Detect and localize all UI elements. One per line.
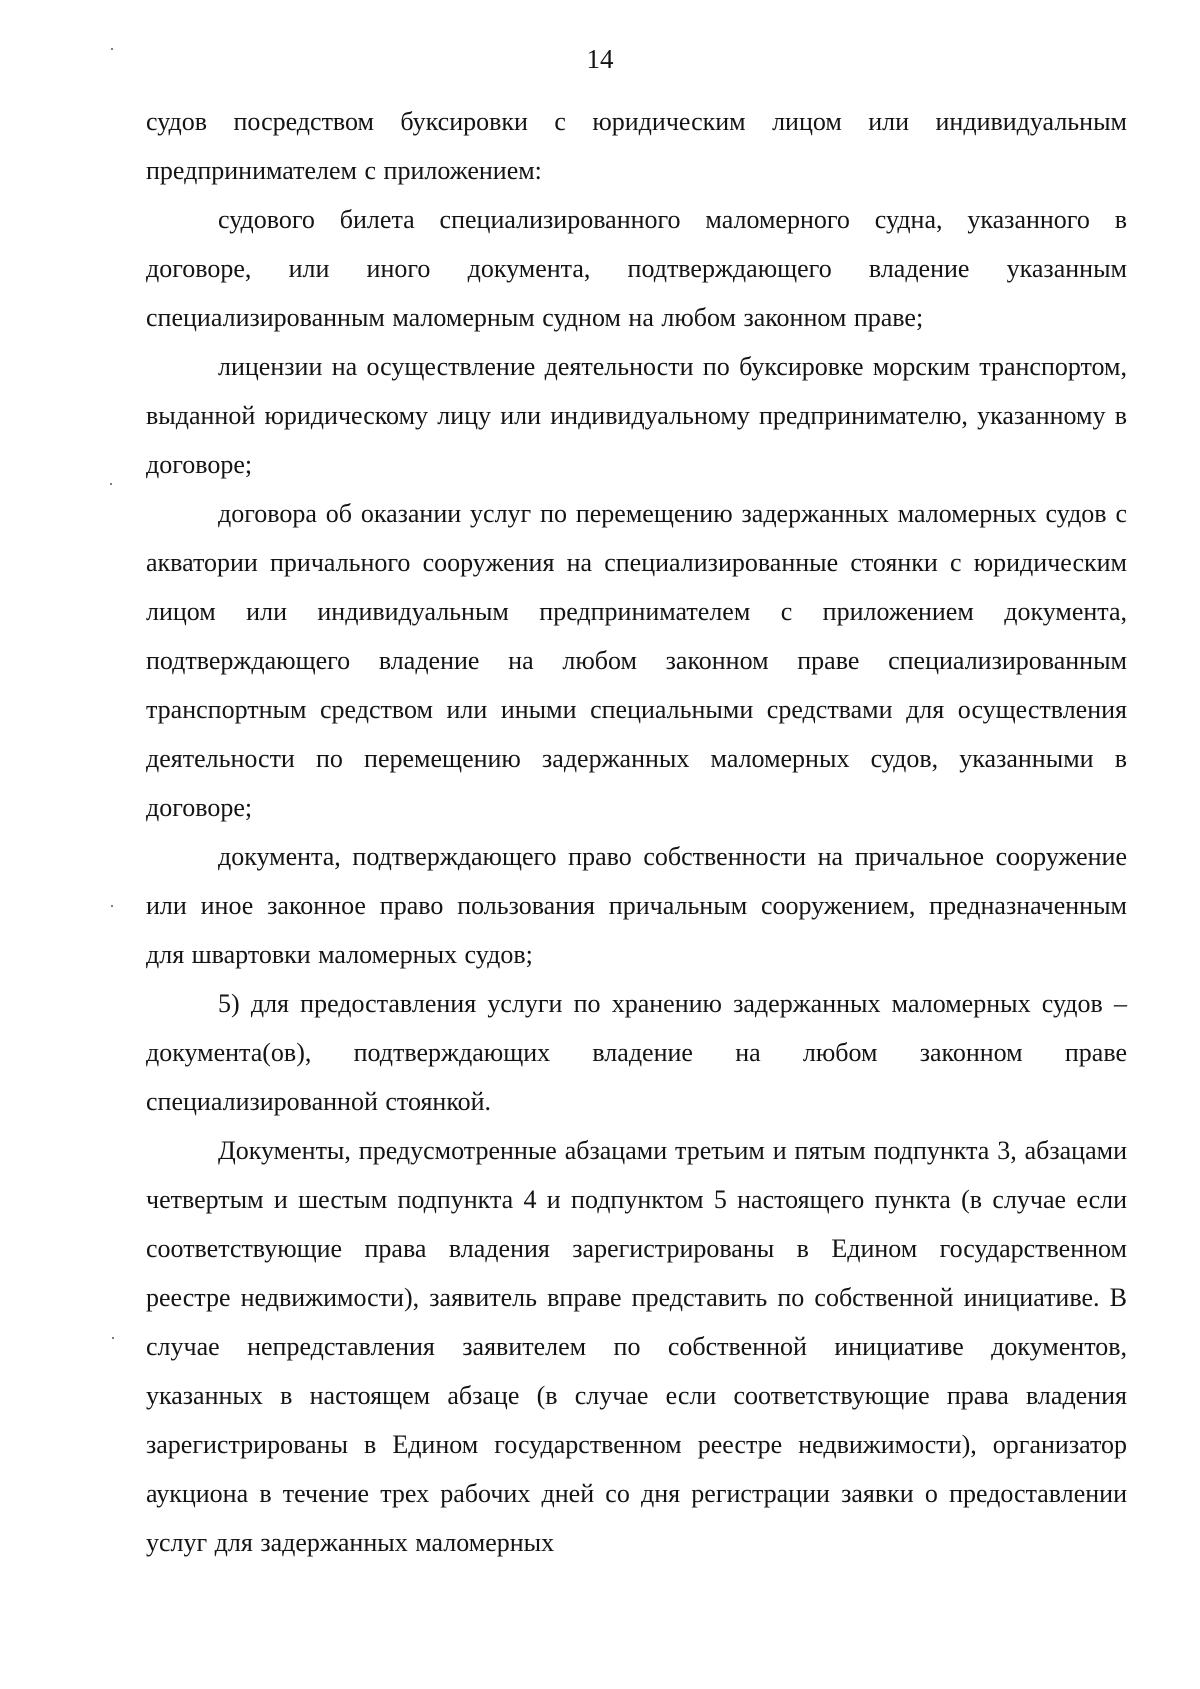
body-text <box>146 97 1127 1567</box>
scan-speck <box>112 1337 114 1339</box>
paragraph-mooring-document: документа, подтверждающего право собственности на причальное сооружение или иное законное право пользования причальным сооружением, предназначенным для швартовки маломерных судов; <box>146 842 1127 969</box>
scan-speck <box>111 905 113 907</box>
paragraph-continuation: судов посредством буксировки с юридическим лицом или индивидуальным предпринимателем с приложением: <box>146 107 1127 185</box>
paragraph-towing-license: лицензии на осуществление деятельности по буксировке морским транспортом, выданной юридическому лицу или индивидуальному предпринимателю, указанному в договоре; <box>146 352 1127 479</box>
scan-speck <box>111 48 113 50</box>
page-number: 14 <box>586 44 614 74</box>
paragraph-ship-ticket: судового билета специализированного маломерного судна, указанного в договоре, или иного документа, подтверждающего владение указанным специализированным маломерным судном на любом законном праве; <box>146 205 1127 332</box>
paragraph-documents-provision: Документы, предусмотренные абзацами третьим и пятым подпункта 3, абзацами четвертым и шестым подпункта 4 и подпунктом 5 настоящего пункта (в случае если соответствующие права владения зарегистрированы в Едином государственном реестре недвижимости), заявитель вправе представить по собственной инициативе. В случае непредставления заявителем по собственной инициативе документов, указанных в настоящем абзаце (в случае если соответствующие права владения зарегистрированы в Едином государственном реестре недвижимости), организатор аукциона в течение трех рабочих дней со дня регистрации заявки о предоставлении услуг для задержанных маломерных <box>146 1136 1127 1557</box>
paragraph-transfer-contract: договора об оказании услуг по перемещению задержанных маломерных судов с акватории причального сооружения на специализированные стоянки с юридическим лицом или индивидуальным предпринимателем с приложением документа, подтверждающего владение на любом законном праве специализированным транспортным средством или иными специальными средствами для осуществления деятельности по перемещению задержанных маломерных судов, указанными в договоре; <box>146 499 1127 822</box>
paragraph-storage-service: 5) для предоставления услуги по хранению задержанных маломерных судов – документа(ов), подтверждающих владение на любом законном праве специализированной стоянкой. <box>146 989 1127 1116</box>
scan-speck <box>110 483 112 485</box>
